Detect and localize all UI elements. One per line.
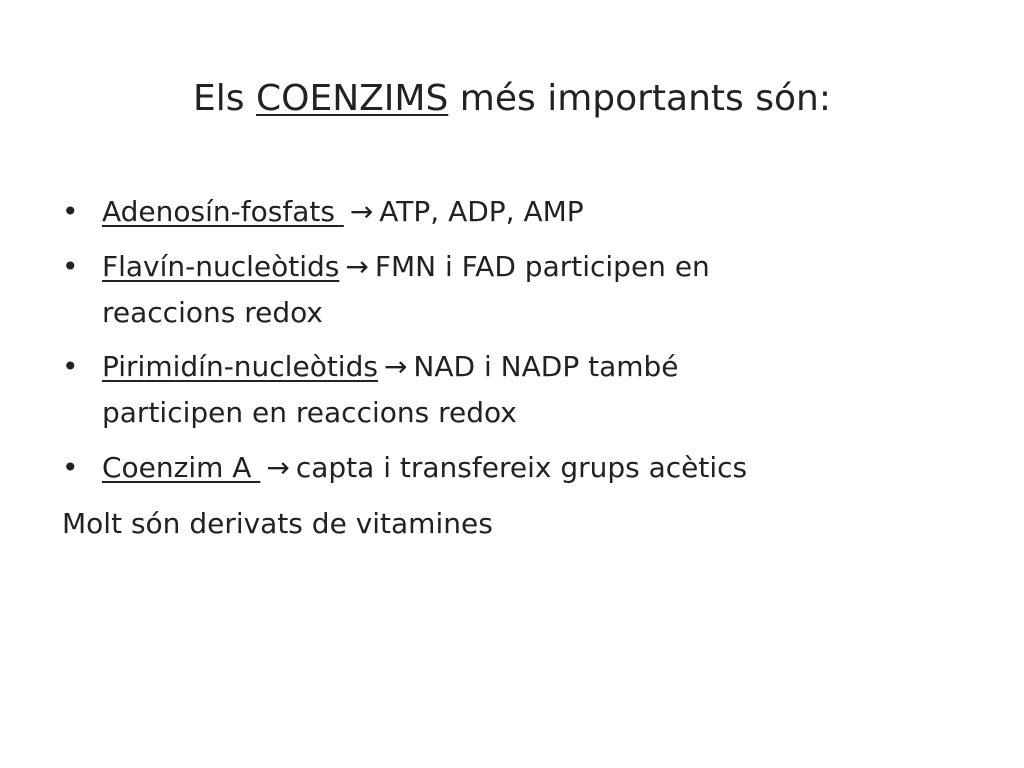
- bullet-desc: NAD i NADP també: [413, 350, 679, 383]
- bullet-item-flavin: [62, 244, 962, 336]
- bullet-term: Adenosín-fosfats: [102, 195, 344, 228]
- bullet-item-adenosin: [62, 188, 962, 236]
- bullet-icon: •: [62, 250, 79, 283]
- footer-note: Molt són derivats de vitamines: [62, 507, 493, 540]
- bullet-term: Pirimidín-nucleòtids: [102, 350, 378, 383]
- arrow-right-icon: →: [349, 195, 374, 228]
- bullet-item-pirimidin: [62, 344, 962, 436]
- bullet-term: Coenzim A: [102, 451, 261, 484]
- bullet-icon: •: [62, 195, 79, 228]
- slide-body: [62, 188, 962, 548]
- bullet-desc: ATP, ADP, AMP: [379, 195, 584, 228]
- bullet-list: [62, 188, 962, 492]
- bullet-desc: FMN i FAD participen en: [374, 250, 710, 283]
- title-prefix: Els: [193, 78, 256, 119]
- bullet-desc-continued: reaccions redox: [102, 296, 323, 329]
- title-suffix: més importants són:: [448, 78, 831, 119]
- bullet-icon: •: [62, 451, 79, 484]
- bullet-item-coenzim-a: [62, 444, 962, 492]
- bullet-desc: capta i transfereix grups acètics: [295, 451, 748, 484]
- bullet-icon: •: [62, 350, 79, 383]
- arrow-right-icon: →: [345, 250, 369, 283]
- title-keyword: COENZIMS: [255, 78, 449, 119]
- slide-title: [0, 74, 1024, 124]
- bullet-desc-continued: participen en reaccions redox: [102, 396, 517, 429]
- arrow-right-icon: →: [266, 451, 290, 484]
- bullet-term: Flavín-nucleòtids: [102, 250, 340, 283]
- arrow-right-icon: →: [383, 350, 408, 383]
